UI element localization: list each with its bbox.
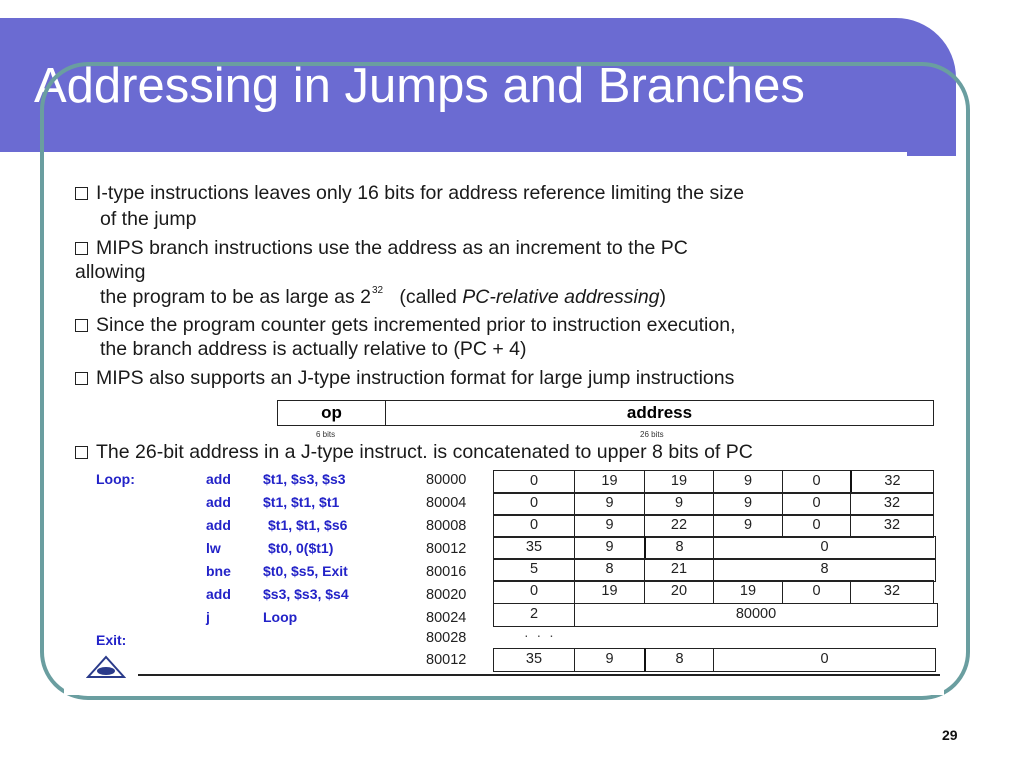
- jtype-address-field: address: [626, 403, 693, 422]
- machine-cell: 9: [644, 492, 714, 516]
- code-args: $t1, $t1, $t1: [263, 494, 340, 510]
- bullet-2-line-3: the program to be as large as $2^{32}$ (called PC-relative addressing): [100, 285, 667, 308]
- jtype-op-field: op: [278, 401, 386, 425]
- address-bits-label: 26 bits: [640, 430, 664, 439]
- instruction-address: 80012: [426, 652, 467, 668]
- machine-cell: 32: [850, 580, 934, 604]
- slide-title: Addressing in Jumps and Branches: [34, 59, 805, 113]
- machine-cell: 19: [713, 580, 783, 604]
- machine-code-row: [494, 559, 940, 582]
- machine-cell: 5: [493, 558, 575, 582]
- bottom-rule: [138, 674, 940, 676]
- loop-label: Loop:: [96, 471, 135, 487]
- machine-cell: 35: [493, 648, 575, 672]
- code-args: $t1, $t1, $s6: [268, 517, 348, 533]
- machine-code-row: [494, 604, 940, 627]
- machine-cell: 0: [782, 514, 851, 538]
- machine-cell: 32: [850, 492, 934, 516]
- bullet-2-line-2: allowing: [75, 261, 146, 283]
- bullet-4-line-1: MIPS also supports an J-type instruction format for large jump instructions: [75, 367, 734, 390]
- ellipsis: · · ·: [524, 627, 556, 643]
- publisher-logo-icon: [86, 655, 126, 684]
- checkbox-bullet-icon: [75, 319, 88, 332]
- code-op: lw: [206, 540, 221, 556]
- op-bits-label: 6 bits: [316, 430, 336, 439]
- machine-cell: 2: [493, 603, 575, 627]
- checkbox-bullet-icon: [75, 372, 88, 385]
- machine-cell: 32: [850, 514, 934, 538]
- machine-cell: 19: [644, 470, 714, 494]
- machine-code-row: [494, 537, 940, 560]
- machine-cell: 8: [644, 648, 714, 672]
- machine-code-row: [494, 493, 940, 516]
- machine-cell: 0: [713, 648, 936, 672]
- machine-code-row: [494, 471, 940, 494]
- checkbox-bullet-icon: [75, 446, 88, 459]
- exit-label: Exit:: [96, 632, 127, 648]
- machine-code-row: [494, 581, 940, 604]
- code-args: $t0, $s5, Exit: [263, 563, 348, 579]
- machine-cell: 9: [574, 492, 645, 516]
- instruction-address: 80020: [426, 587, 467, 603]
- code-op: bne: [206, 563, 231, 579]
- code-op: j: [206, 609, 210, 625]
- code-args: $t1, $s3, $s3: [263, 471, 346, 487]
- bullet-2-line-1: MIPS branch instructions use the address as an increment to the PC: [75, 237, 688, 260]
- machine-cell: 22: [644, 514, 714, 538]
- machine-cell: 19: [574, 470, 645, 494]
- machine-cell: 8: [644, 536, 714, 560]
- machine-cell: 0: [782, 492, 851, 516]
- checkbox-bullet-icon: [75, 187, 88, 200]
- checkbox-bullet-icon: [75, 242, 88, 255]
- bullet-1-line-1: I-type instructions leaves only 16 bits for address reference limiting the size: [75, 182, 744, 205]
- bullet-3-line-2: the branch address is actually relative to (PC + 4): [100, 338, 527, 360]
- instruction-address: 80008: [426, 518, 467, 534]
- machine-cell: 0: [782, 470, 851, 494]
- machine-code-row: [494, 649, 940, 672]
- machine-cell: 0: [493, 492, 575, 516]
- machine-cell: 9: [713, 492, 783, 516]
- machine-cell: 0: [493, 580, 575, 604]
- jtype-format-table: [277, 400, 934, 426]
- machine-cell: 20: [644, 580, 714, 604]
- machine-cell: 35: [493, 536, 575, 560]
- code-op: add: [206, 517, 231, 533]
- code-op: add: [206, 586, 231, 602]
- machine-cell: 0: [713, 536, 936, 560]
- machine-cell: 9: [713, 470, 783, 494]
- code-args: $t0, 0($t1): [268, 540, 334, 556]
- machine-cell: 0: [493, 514, 575, 538]
- machine-cell: 9: [713, 514, 783, 538]
- instruction-address: 80016: [426, 564, 467, 580]
- machine-cell: 19: [574, 580, 645, 604]
- page-number: 29: [942, 727, 958, 743]
- code-args: $s3, $s3, $s4: [263, 586, 349, 602]
- code-op: add: [206, 494, 231, 510]
- machine-cell: 8: [574, 558, 645, 582]
- bullet-1-line-2: of the jump: [100, 208, 197, 230]
- machine-cell: 0: [493, 470, 575, 494]
- instruction-address: 80012: [426, 541, 467, 557]
- code-op: add: [206, 471, 231, 487]
- instruction-address: 80024: [426, 610, 467, 626]
- bullet-5-line-1: The 26-bit address in a J-type instruct. is concatenated to upper 8 bits of PC: [75, 441, 753, 464]
- machine-code-row: [494, 515, 940, 538]
- machine-cell: 9: [574, 536, 645, 560]
- machine-cell: 0: [782, 580, 851, 604]
- instruction-address: 80000: [426, 472, 467, 488]
- machine-cell: 80000: [574, 603, 938, 627]
- machine-cell: 32: [850, 470, 934, 494]
- code-args: Loop: [263, 609, 298, 625]
- machine-cell: 21: [644, 558, 714, 582]
- instruction-address: 80028: [426, 630, 467, 646]
- machine-cell: 9: [574, 514, 645, 538]
- bullet-3-line-1: Since the program counter gets incremented prior to instruction execution,: [75, 314, 736, 337]
- machine-cell: 9: [574, 648, 645, 672]
- machine-cell: 8: [713, 558, 936, 582]
- instruction-address: 80004: [426, 495, 467, 511]
